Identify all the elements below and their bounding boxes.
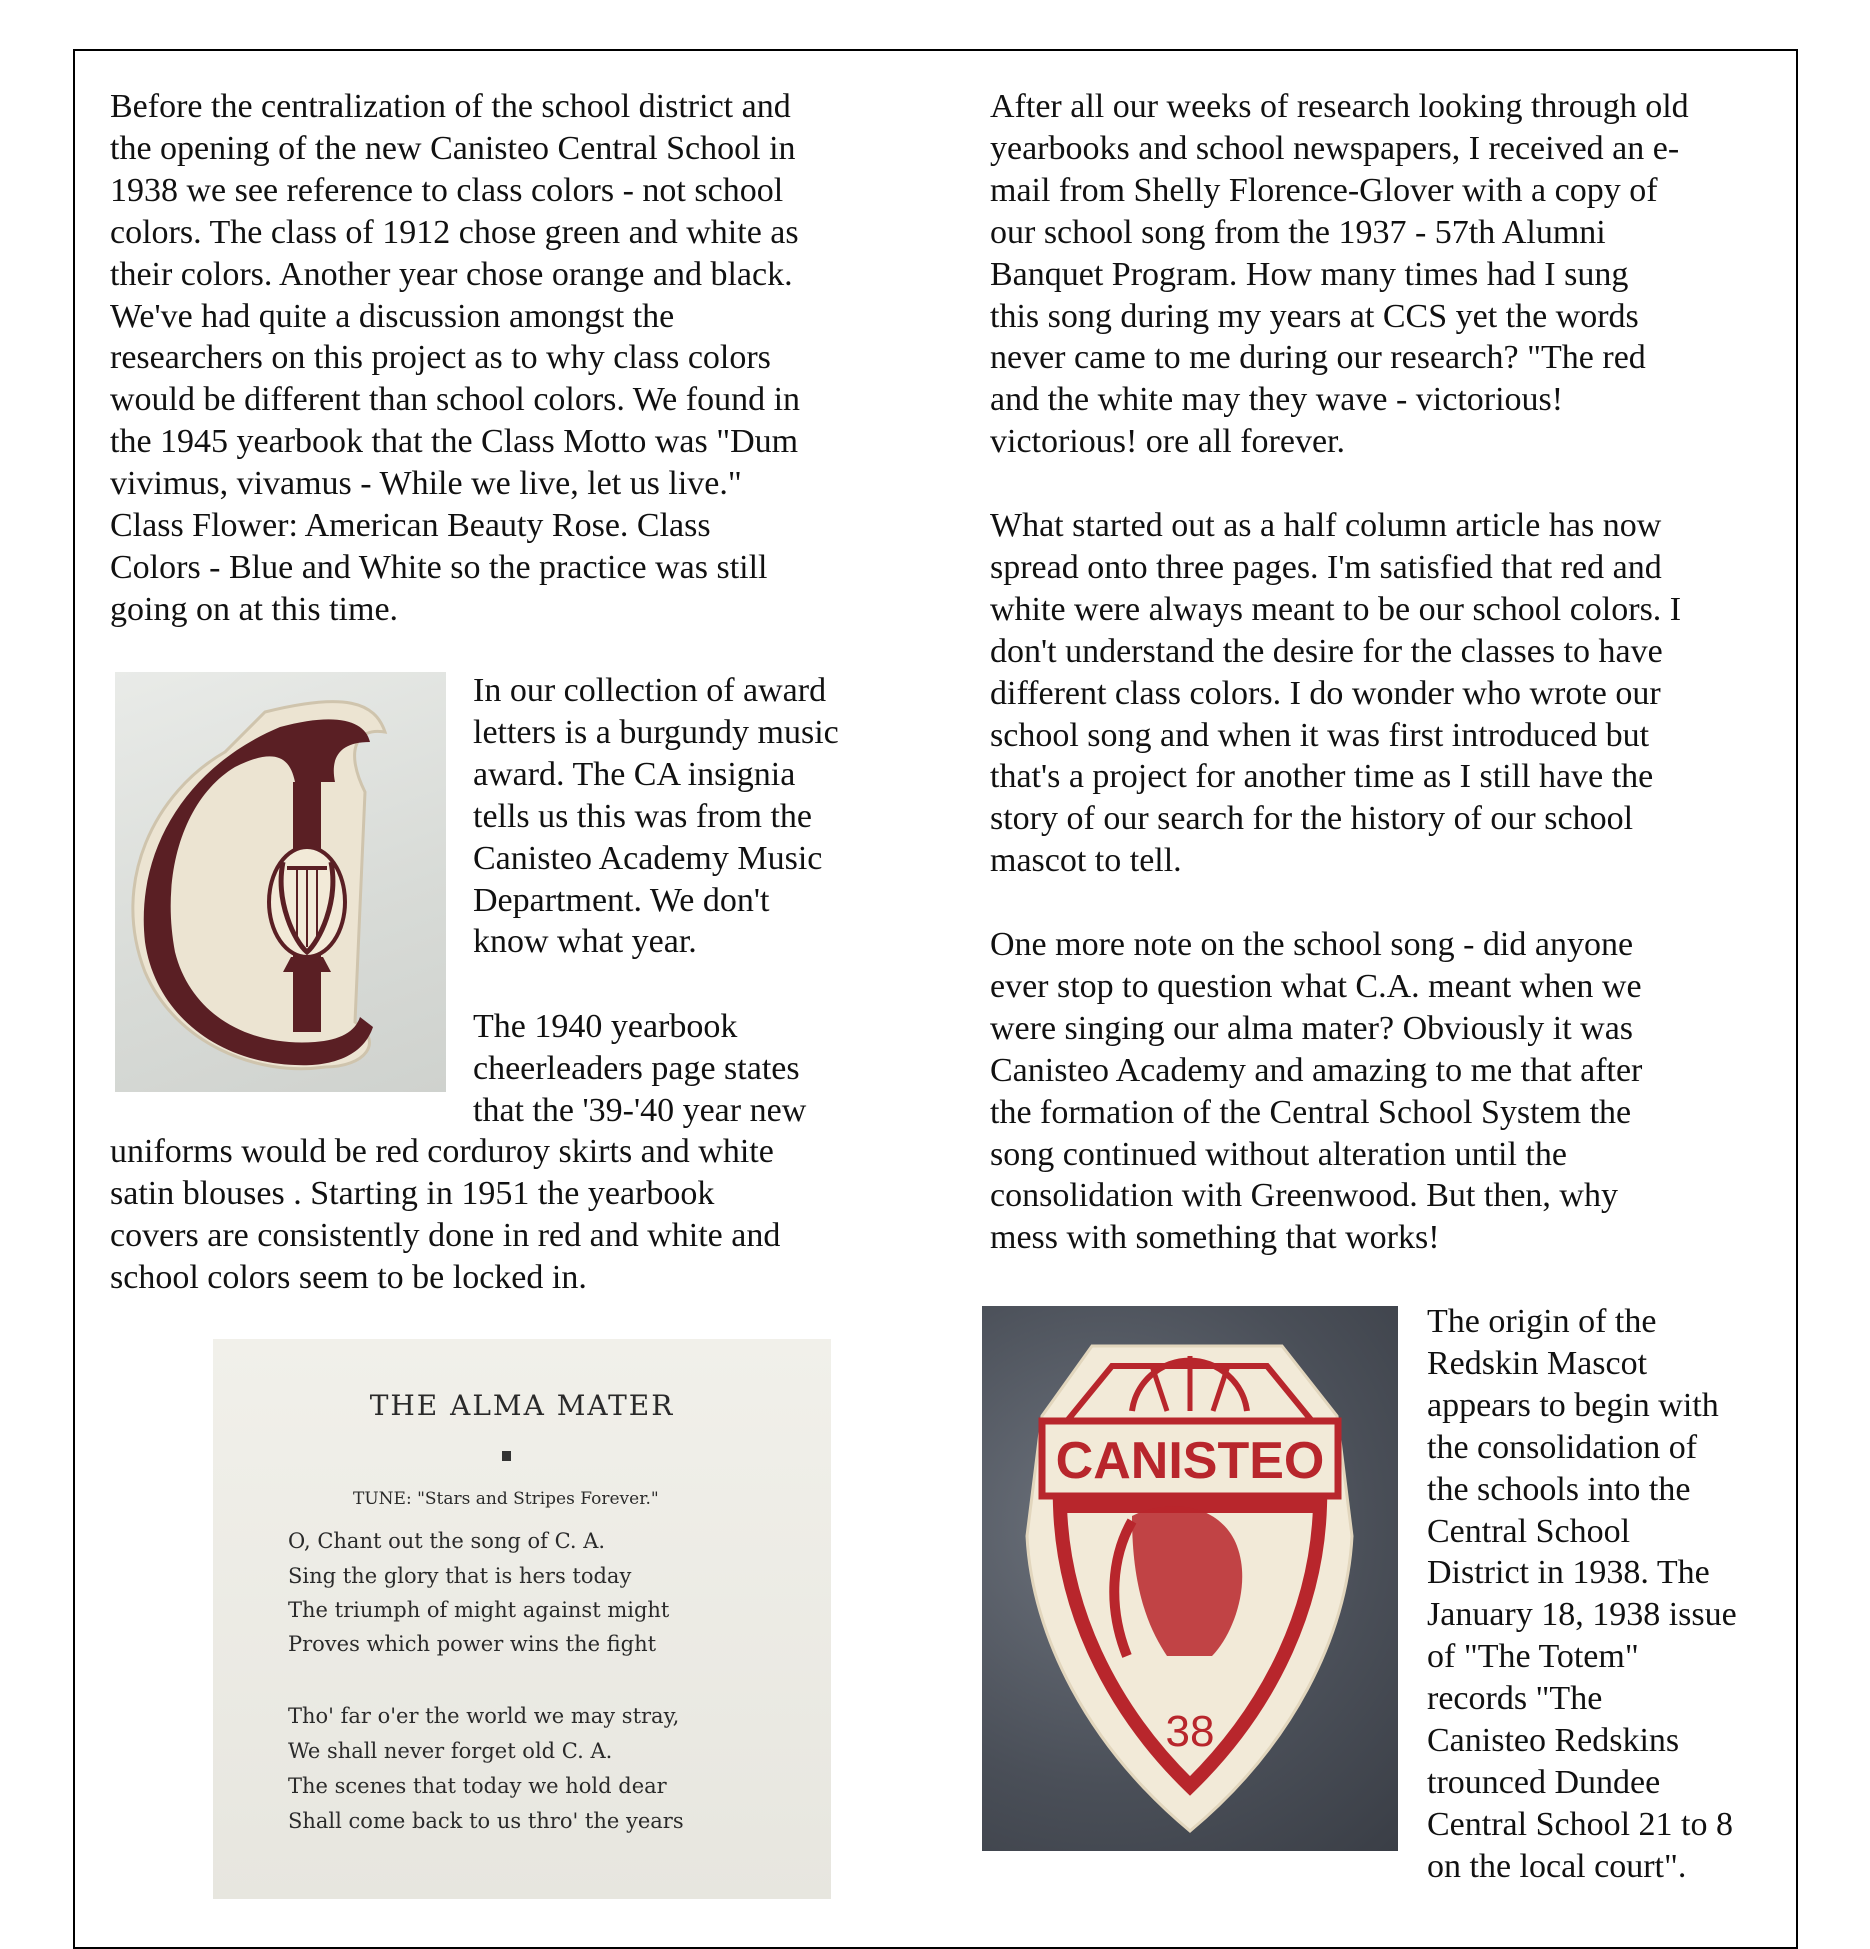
left-paragraph-class-colors: Before the centralization of the school district and the opening of the new Canisteo Central School in 1938 we see reference to class colors - not school colors. The class of 1912 chose green and white as their colors. Another year chose orange and black. We've had quite a discussion amongst the researchers on this project as to why class colors would be different than school colors. We found in the 1945 yearbook that the Class Motto was "Dum vivimus, vivamus - While we live, let us live." Class Flower: American Beauty Rose. Class Colors - Blue and White so the practice was still going on at this time. (110, 88, 801, 628)
right-paragraph-colors: What started out as a half column article has now spread onto three pages. I'm satisfied that red and white were always meant to be our school colors. I don't understand the desire for the classes to have different class colors. I do wonder who wrote our school song and when it was first introduced but that's a project for another time as I still have the story of our search for the history of our school mascot to tell. (990, 507, 1682, 880)
alma-mater-line: Tho' far o'er the world we may stray, (288, 1704, 680, 1728)
alma-mater-line: We shall never forget old C. A. (288, 1739, 613, 1763)
alma-mater-title: THE ALMA MATER (369, 1389, 675, 1422)
alma-mater-scan (213, 1339, 831, 1899)
left-paragraph-yearbook: uniforms would be red corduroy skirts and white satin blouses . Starting in 1951 the yearbook covers are consistently done in red and white and school colors seem to be locked in. (110, 1133, 781, 1296)
alma-mater-line: The scenes that today we hold dear (288, 1774, 667, 1798)
alma-mater-tune: TUNE: "Stars and Stripes Forever." (353, 1489, 659, 1509)
left-paragraph-yearbook-wrap: The 1940 yearbook cheerleaders page states that the '39-'40 year new (473, 1008, 807, 1129)
alma-mater-line: The triumph of might against might (288, 1598, 670, 1622)
patch-banner-text: CANISTEO (1055, 1432, 1325, 1490)
alma-mater-line: Sing the glory that is hers today (288, 1564, 632, 1588)
right-paragraph-mascot: The origin of the Redskin Mascot appears to begin with the consolidation of the schools into the Central School District in 1938. The January 18, 1938 issue of "The Totem" records "The Canisteo Redskins trounced Dundee Central School 21 to 8 on the local court". (1427, 1303, 1737, 1885)
alma-mater-line: Proves which power wins the fight (288, 1632, 657, 1656)
canisteo-38-patch-photo (982, 1306, 1398, 1851)
patch-year-text: 38 (1165, 1707, 1215, 1756)
left-paragraph-award: In our collection of award letters is a burgundy music award. The CA insignia tells us this was from the Canisteo Academy Music Department. We don't know what year. (473, 672, 839, 961)
alma-mater-line: Shall come back to us thro' the years (288, 1809, 684, 1833)
alma-mater-line: O, Chant out the song of C. A. (288, 1529, 606, 1553)
right-paragraph-school-song: After all our weeks of research looking through old yearbooks and school newspapers, I received an e- mail from Shelly Florence-Glover with a copy of our school song from the 1937 - 57th Alumni Banquet Program. How many times had I sung this song during my years at CCS yet the words never came to me during our research? "The red and the white may they wave - victorious! victorious! ore all forever. (990, 88, 1689, 461)
ornament-mark (502, 1451, 511, 1461)
right-paragraph-alma-mater: One more note on the school song - did anyone ever stop to question what C.A. meant when we were singing our alma mater? Obviously it was Canisteo Academy and amazing to me that after the formation of the Central School System the song continued without alteration until the consolidation with Greenwood. But then, why mess with something that works! (990, 926, 1643, 1257)
burgundy-music-award-photo (115, 672, 446, 1092)
